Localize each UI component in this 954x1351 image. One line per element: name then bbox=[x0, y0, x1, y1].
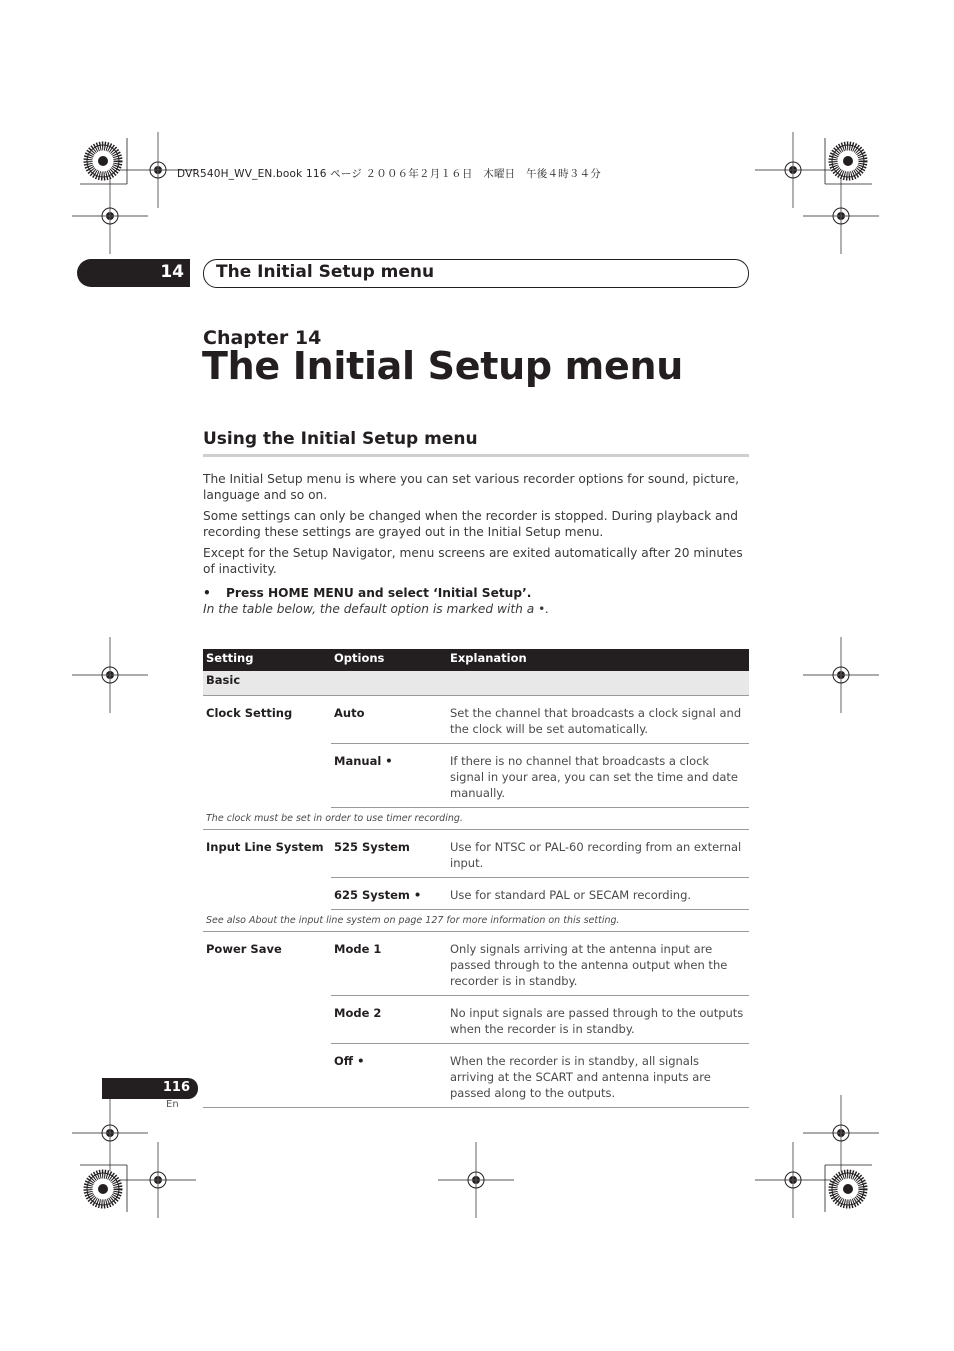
option-explanation: Use for NTSC or PAL-60 recording from an external input. bbox=[447, 830, 749, 878]
option-name: Manual • bbox=[331, 744, 447, 808]
running-header bbox=[203, 259, 749, 288]
instruction-text: Press HOME MENU and select ‘Initial Setup’. bbox=[226, 586, 532, 600]
setting-name: Clock Setting bbox=[206, 706, 293, 720]
settings-table bbox=[203, 649, 749, 1108]
page-number-tab bbox=[102, 1078, 198, 1099]
paragraph: Some settings can only be changed when the recorder is stopped. During playback and recording these settings are grayed out in the Initial Setup menu. bbox=[203, 509, 738, 539]
option-explanation: No input signals are passed through to the outputs when the recorder is in standby. bbox=[447, 996, 749, 1044]
chapter-label: Chapter 14 bbox=[203, 327, 322, 349]
table-note-row bbox=[203, 808, 749, 830]
table-row bbox=[203, 696, 749, 744]
option-name: Mode 2 bbox=[331, 996, 447, 1044]
table-row bbox=[203, 932, 749, 996]
setting-name: Input Line System bbox=[206, 840, 324, 854]
section-rule bbox=[203, 454, 749, 457]
option-name: Off • bbox=[331, 1044, 447, 1108]
option-explanation: Only signals arriving at the antenna input are passed through to the antenna output when the recorder is in standby. bbox=[447, 932, 749, 996]
language-code: En bbox=[166, 1099, 179, 1110]
page-title: The Initial Setup menu bbox=[202, 344, 683, 388]
table-header-row bbox=[203, 649, 749, 671]
column-header: Options bbox=[331, 649, 447, 671]
option-explanation: Use for standard PAL or SECAM recording. bbox=[447, 878, 749, 910]
file-info: DVR540H_WV_EN.book 116 ページ ２００６年２月１６日 木曜日 午後４時３４分 bbox=[177, 168, 601, 180]
bottom-right-wheel bbox=[832, 1173, 864, 1205]
option-explanation: Set the channel that broadcasts a clock signal and the clock will be set automatically. bbox=[447, 696, 749, 744]
running-header-title: The Initial Setup menu bbox=[216, 262, 435, 282]
column-header: Explanation bbox=[447, 649, 749, 671]
chapter-number: 14 bbox=[160, 262, 184, 282]
option-name: Auto bbox=[331, 696, 447, 744]
table-row bbox=[203, 830, 749, 878]
section-heading: Using the Initial Setup menu bbox=[203, 429, 478, 449]
option-explanation: When the recorder is in standby, all signals arriving at the SCART and antenna inputs are passed along to the outputs. bbox=[447, 1044, 749, 1108]
table-note: The clock must be set in order to use timer recording. bbox=[203, 808, 749, 830]
column-header: Setting bbox=[203, 649, 331, 671]
option-name: 525 System bbox=[331, 830, 447, 878]
paragraph: Except for the Setup Navigator, menu screens are exited automatically after 20 minutes of inactivity. bbox=[203, 546, 743, 576]
page-number: 116 bbox=[162, 1080, 190, 1095]
paragraph: The Initial Setup menu is where you can set various recorder options for sound, picture, language and so on. bbox=[203, 472, 739, 502]
bottom-left-wheel bbox=[87, 1173, 119, 1205]
section-label: Basic bbox=[203, 671, 749, 696]
setting-name: Power Save bbox=[203, 932, 331, 1108]
option-name: 625 System • bbox=[331, 878, 447, 910]
chapter-number-tab bbox=[77, 259, 190, 287]
section-row bbox=[203, 671, 749, 696]
option-explanation: If there is no channel that broadcasts a clock signal in your area, you can set the time and date manually. bbox=[447, 744, 749, 808]
table-note-row bbox=[203, 910, 749, 932]
default-option-note: In the table below, the default option is marked with a •. bbox=[203, 602, 550, 616]
option-name: Mode 1 bbox=[331, 932, 447, 996]
table-note: See also About the input line system on page 127 for more information on this setting. bbox=[203, 910, 749, 932]
bullet-symbol: • bbox=[203, 586, 211, 600]
instruction-bullet bbox=[203, 586, 531, 600]
top-right-wheel bbox=[832, 145, 864, 177]
top-left-wheel bbox=[87, 145, 119, 177]
